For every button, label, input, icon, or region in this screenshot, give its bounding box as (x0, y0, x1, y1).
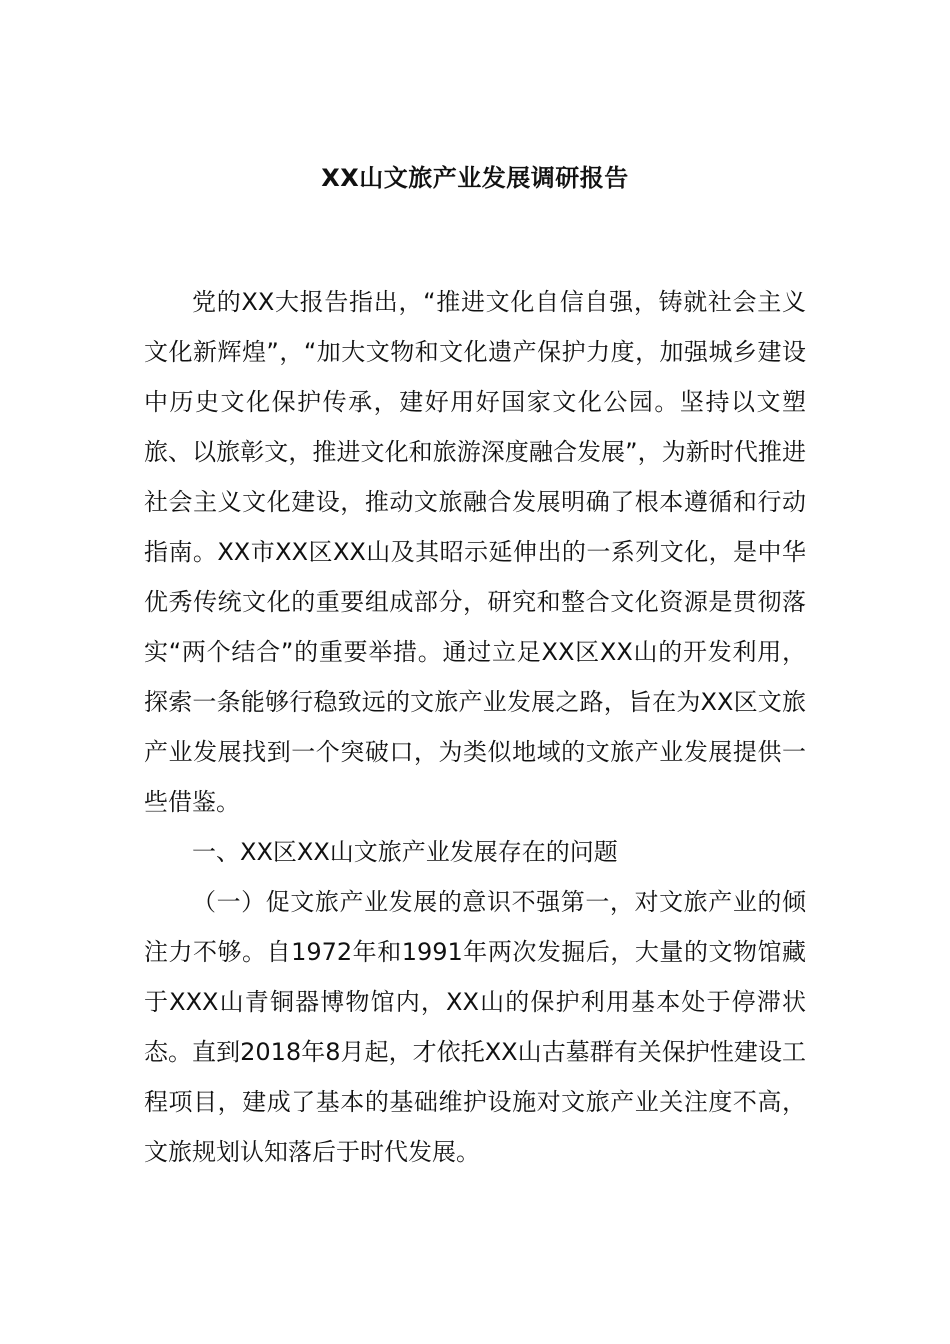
intro-paragraph: 党的XX大报告指出，“推进文化自信自强，铸就社会主义文化新辉煌”，“加大文物和文化遗产保护力度，加强城乡建设中历史文化保护传承，建好用好国家文化公园。坚持以文塑旅、以旅彰文，推进文化和旅游深度融合发展”，为新时代推进社会主义文化建设，推动文旅融合发展明确了根本遵循和行动指南。XX市XX区XX山及其昭示延伸出的一系列文化，是中华优秀传统文化的重要组成部分，研究和整合文化资源是贯彻落实“两个结合”的重要举措。通过立足XX区XX山的开发利用，探索一条能够行稳致远的文旅产业发展之路，旨在为XX区文旅产业发展找到一个突破口，为类似地域的文旅产业发展提供一些借鉴。 (144, 288, 806, 816)
section-heading: 一、XX区XX山文旅产业发展存在的问题 (192, 838, 618, 866)
document-body (144, 277, 806, 1177)
subsection-paragraph: （一）促文旅产业发展的意识不强第一，对文旅产业的倾注力不够。自1972年和1991年两次发掘后，大量的文物馆藏于XXX山青铜器博物馆内，XX山的保护利用基本处于停滞状态。直到2018年8月起，才依托XX山古墓群有关保护性建设工程项目，建成了基本的基础维护设施对文旅产业关注度不高，文旅规划认知落后于时代发展。 (144, 888, 806, 1166)
document-title: XX山文旅产业发展调研报告 (321, 164, 629, 192)
